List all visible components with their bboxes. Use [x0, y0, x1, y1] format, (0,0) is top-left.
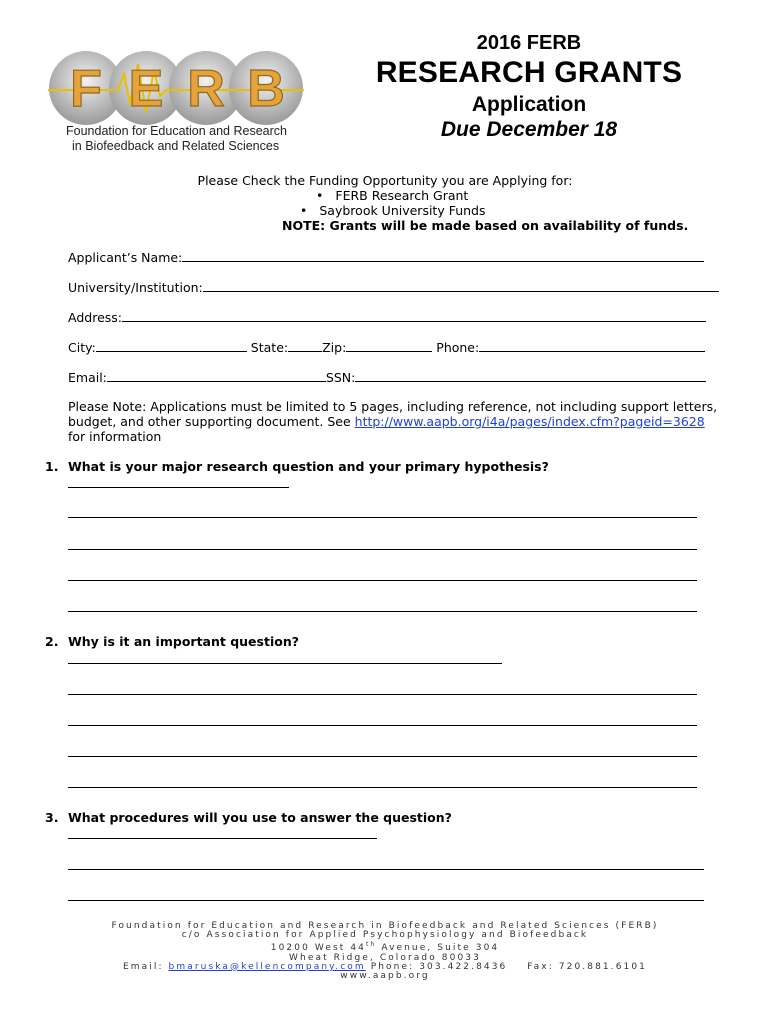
bullet-icon	[316, 188, 335, 203]
footer-street-sup: th	[366, 941, 377, 949]
city-state-zip-phone-row	[68, 339, 705, 355]
question-2-number: 2.	[45, 634, 59, 649]
university-field[interactable]	[203, 279, 719, 292]
answer-2-line[interactable]	[68, 787, 697, 788]
logo-letter-e: E	[128, 60, 164, 118]
funding-option-label: FERB Research Grant	[335, 188, 469, 203]
city-field[interactable]	[96, 339, 247, 352]
zip-label: Zip:	[322, 340, 347, 355]
answer-3-line[interactable]	[68, 869, 704, 870]
logo-letter-b: B	[247, 60, 285, 118]
page-title: RESEARCH GRANTS	[375, 56, 683, 89]
city-label: City:	[68, 340, 96, 355]
question-1	[0, 459, 770, 475]
logo-tagline-line1: Foundation for Education and Research	[66, 124, 287, 138]
page-limit-note-after: for information	[68, 429, 162, 444]
state-field[interactable]	[288, 339, 322, 352]
title-block	[360, 30, 698, 142]
question-2-text: Why is it an important question?	[68, 634, 299, 649]
address-label: Address:	[68, 310, 122, 325]
answer-2-line[interactable]	[68, 663, 502, 664]
address-field[interactable]	[122, 309, 706, 322]
funding-option-label: Saybrook University Funds	[319, 203, 486, 218]
footer-phone: Phone: 303.422.8436	[365, 961, 508, 972]
phone-label: Phone:	[436, 340, 480, 355]
footer-fax: Fax: 720.881.6101	[527, 961, 648, 972]
answer-1-line[interactable]	[68, 611, 697, 612]
ssn-label: SSN:	[325, 370, 356, 385]
answer-2-line[interactable]	[68, 725, 697, 726]
email-label: Email:	[68, 370, 107, 385]
footer-street	[0, 940, 770, 953]
question-3-number: 3.	[45, 810, 59, 825]
applicant-name-label: Applicant’s Name:	[68, 250, 183, 265]
footer-city: Wheat Ridge, Colorado 80033	[289, 952, 481, 963]
due-date: Due December 18	[440, 118, 618, 141]
logo-tagline-line2: in Biofeedback and Related Sciences	[72, 139, 280, 153]
phone-field[interactable]	[479, 339, 705, 352]
zip-field[interactable]	[346, 339, 432, 352]
answer-2-line[interactable]	[68, 694, 697, 695]
logo-circles-graphic	[48, 46, 304, 130]
footer-street-a: 10200 West 44	[270, 943, 367, 954]
guidelines-link[interactable]: http://www.aapb.org/i4a/pages/index.cfm?pageid=3628	[354, 414, 705, 429]
question-2	[0, 634, 770, 650]
university-row	[68, 279, 719, 295]
footer-email-label: Email:	[122, 961, 169, 972]
answer-3-line[interactable]	[68, 838, 377, 839]
question-1-text: What is your major research question and your primary hypothesis?	[68, 459, 549, 474]
logo-tagline	[66, 124, 287, 154]
answer-1-line[interactable]	[68, 517, 697, 518]
applicant-name-row	[68, 249, 704, 265]
question-3	[0, 810, 770, 826]
university-label: University/Institution:	[68, 280, 203, 295]
footer-org: Foundation for Education and Research in Biofeedback and Related Sciences (FERB)	[111, 921, 659, 931]
footer-email-link[interactable]: bmaruska@kellencompany.com	[168, 961, 366, 972]
address-row	[68, 309, 706, 325]
question-1-number: 1.	[45, 459, 59, 474]
answer-3-line[interactable]	[68, 900, 704, 901]
page-subtitle: Application	[471, 93, 587, 116]
page-limit-note-text: Please Note: Applications must be limited to 5 pages, including reference, not including support letters, budget, and other supporting document. See	[68, 399, 718, 429]
answer-1-line[interactable]	[68, 580, 697, 581]
state-label: State:	[250, 340, 289, 355]
footer-street-b: Avenue, Suite 304	[376, 943, 500, 954]
ferb-logo	[48, 46, 318, 158]
footer-co: c/o Association for Applied Psychophysiology and Biofeedback	[181, 930, 589, 941]
applicant-name-field[interactable]	[182, 249, 704, 262]
funding-option-ferb[interactable]	[316, 188, 468, 203]
answer-1-line[interactable]	[68, 487, 289, 488]
ssn-field[interactable]	[355, 369, 706, 382]
funding-note: NOTE: Grants will be made based on availability of funds.	[282, 218, 689, 233]
funding-prompt: Please Check the Funding Opportunity you are Applying for:	[197, 173, 573, 188]
email-ssn-row	[68, 369, 706, 385]
bullet-icon	[300, 203, 319, 218]
answer-2-line[interactable]	[68, 756, 697, 757]
page-limit-note	[68, 399, 738, 444]
header-year-org: 2016 FERB	[476, 32, 582, 54]
footer-web: www.aapb.org	[340, 971, 430, 982]
question-3-text: What procedures will you use to answer the question?	[68, 810, 452, 825]
logo-letter-f: F	[70, 60, 102, 118]
funding-option-saybrook[interactable]	[300, 203, 486, 218]
answer-1-line[interactable]	[68, 549, 697, 550]
footer	[0, 922, 770, 981]
logo-letter-r: R	[187, 60, 225, 118]
email-field[interactable]	[107, 369, 326, 382]
